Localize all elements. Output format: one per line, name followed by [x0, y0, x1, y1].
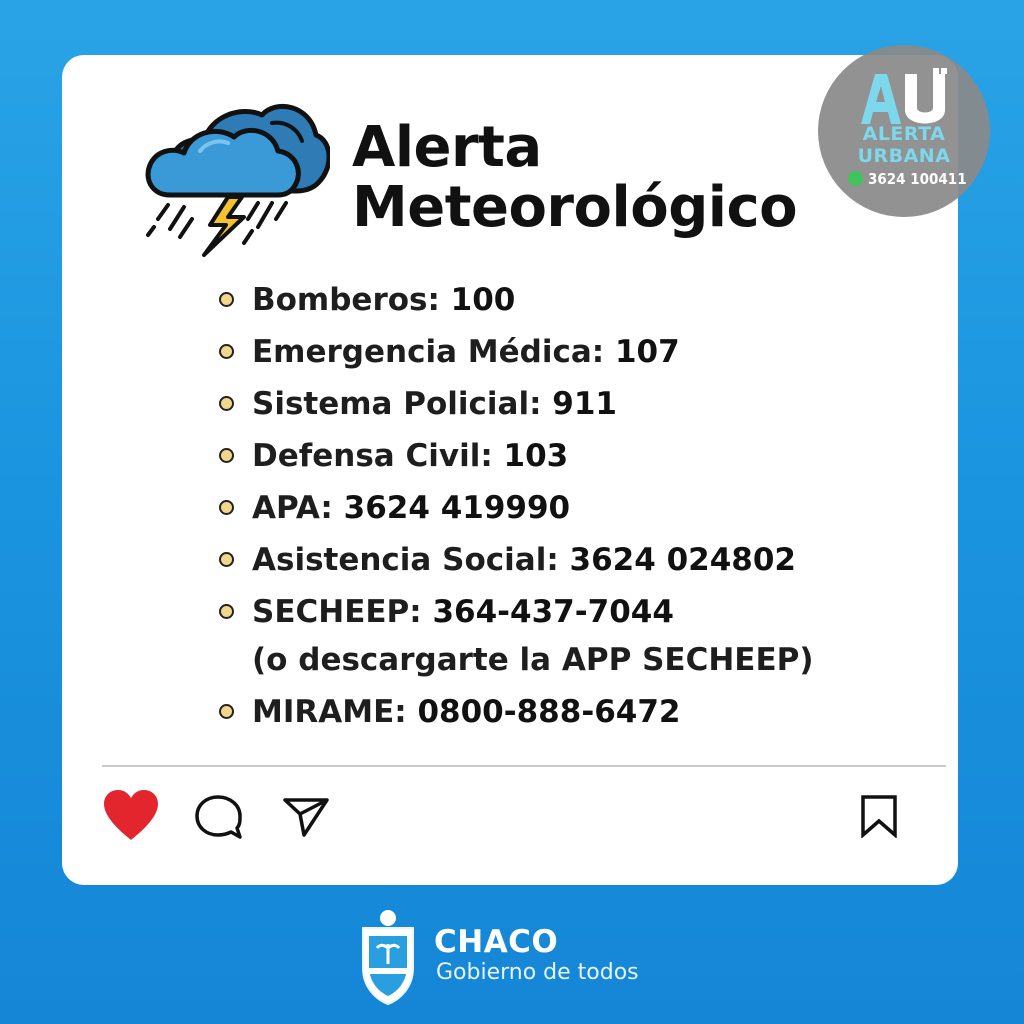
- contact-number: 3624 024802: [569, 542, 797, 578]
- contact-number: 364-437-7044: [432, 594, 674, 630]
- title-line-2: Meteorológico: [352, 175, 798, 240]
- page-title: [352, 115, 798, 240]
- whatsapp-icon: [848, 171, 863, 186]
- badge-line-2: URBANA: [857, 145, 951, 167]
- storm-cloud-icon: [140, 95, 330, 265]
- contact-number: 911: [552, 386, 617, 422]
- comment-icon[interactable]: [194, 794, 244, 840]
- bullet-icon: [219, 292, 234, 307]
- list-item: [215, 590, 796, 642]
- contact-label: SECHEEP:: [252, 594, 433, 630]
- contact-number: 100: [450, 282, 516, 318]
- bullet-icon: [219, 604, 234, 619]
- alerta-urbana-logo: [853, 66, 955, 126]
- bullet-icon: [219, 552, 234, 567]
- divider: [102, 765, 946, 767]
- list-item: [215, 382, 796, 434]
- contact-list: [215, 278, 796, 642]
- bullet-icon: [219, 344, 234, 359]
- chaco-shield-icon: [355, 908, 421, 1006]
- list-item: [215, 690, 680, 742]
- bullet-icon: [219, 704, 234, 719]
- bullet-icon: [219, 500, 234, 515]
- badge-line-1: ALERTA: [862, 123, 946, 145]
- bullet-icon: [219, 396, 234, 411]
- contact-label: MIRAME:: [252, 694, 418, 730]
- contact-label: Asistencia Social:: [252, 542, 570, 578]
- send-icon[interactable]: [282, 796, 330, 838]
- badge-phone: [848, 170, 967, 188]
- secheep-note: (o descargarte la APP SECHEEP): [252, 642, 814, 678]
- bullet-icon: [219, 448, 234, 463]
- bookmark-icon[interactable]: [858, 794, 900, 838]
- contact-label: Defensa Civil:: [252, 438, 504, 474]
- badge-phone-number: 3624 100411: [868, 170, 967, 188]
- list-item: [215, 330, 796, 382]
- contact-number: 3624 419990: [343, 490, 571, 526]
- title-line-1: Alerta: [352, 115, 542, 180]
- contact-label: Sistema Policial:: [252, 386, 553, 422]
- footer-name: CHACO: [434, 924, 559, 960]
- list-item: [215, 278, 796, 330]
- contact-number: 0800-888-6472: [417, 694, 681, 730]
- list-item: [215, 538, 796, 590]
- footer-tagline: Gobierno de todos: [436, 960, 639, 985]
- list-item: [215, 486, 796, 538]
- contact-label: APA:: [252, 490, 344, 526]
- contact-number: 107: [614, 334, 680, 370]
- list-item: [215, 434, 796, 486]
- contact-label: Emergencia Médica:: [252, 334, 615, 370]
- contact-number: 103: [503, 438, 569, 474]
- heart-icon[interactable]: [102, 788, 160, 842]
- contact-label: Bomberos:: [252, 282, 451, 318]
